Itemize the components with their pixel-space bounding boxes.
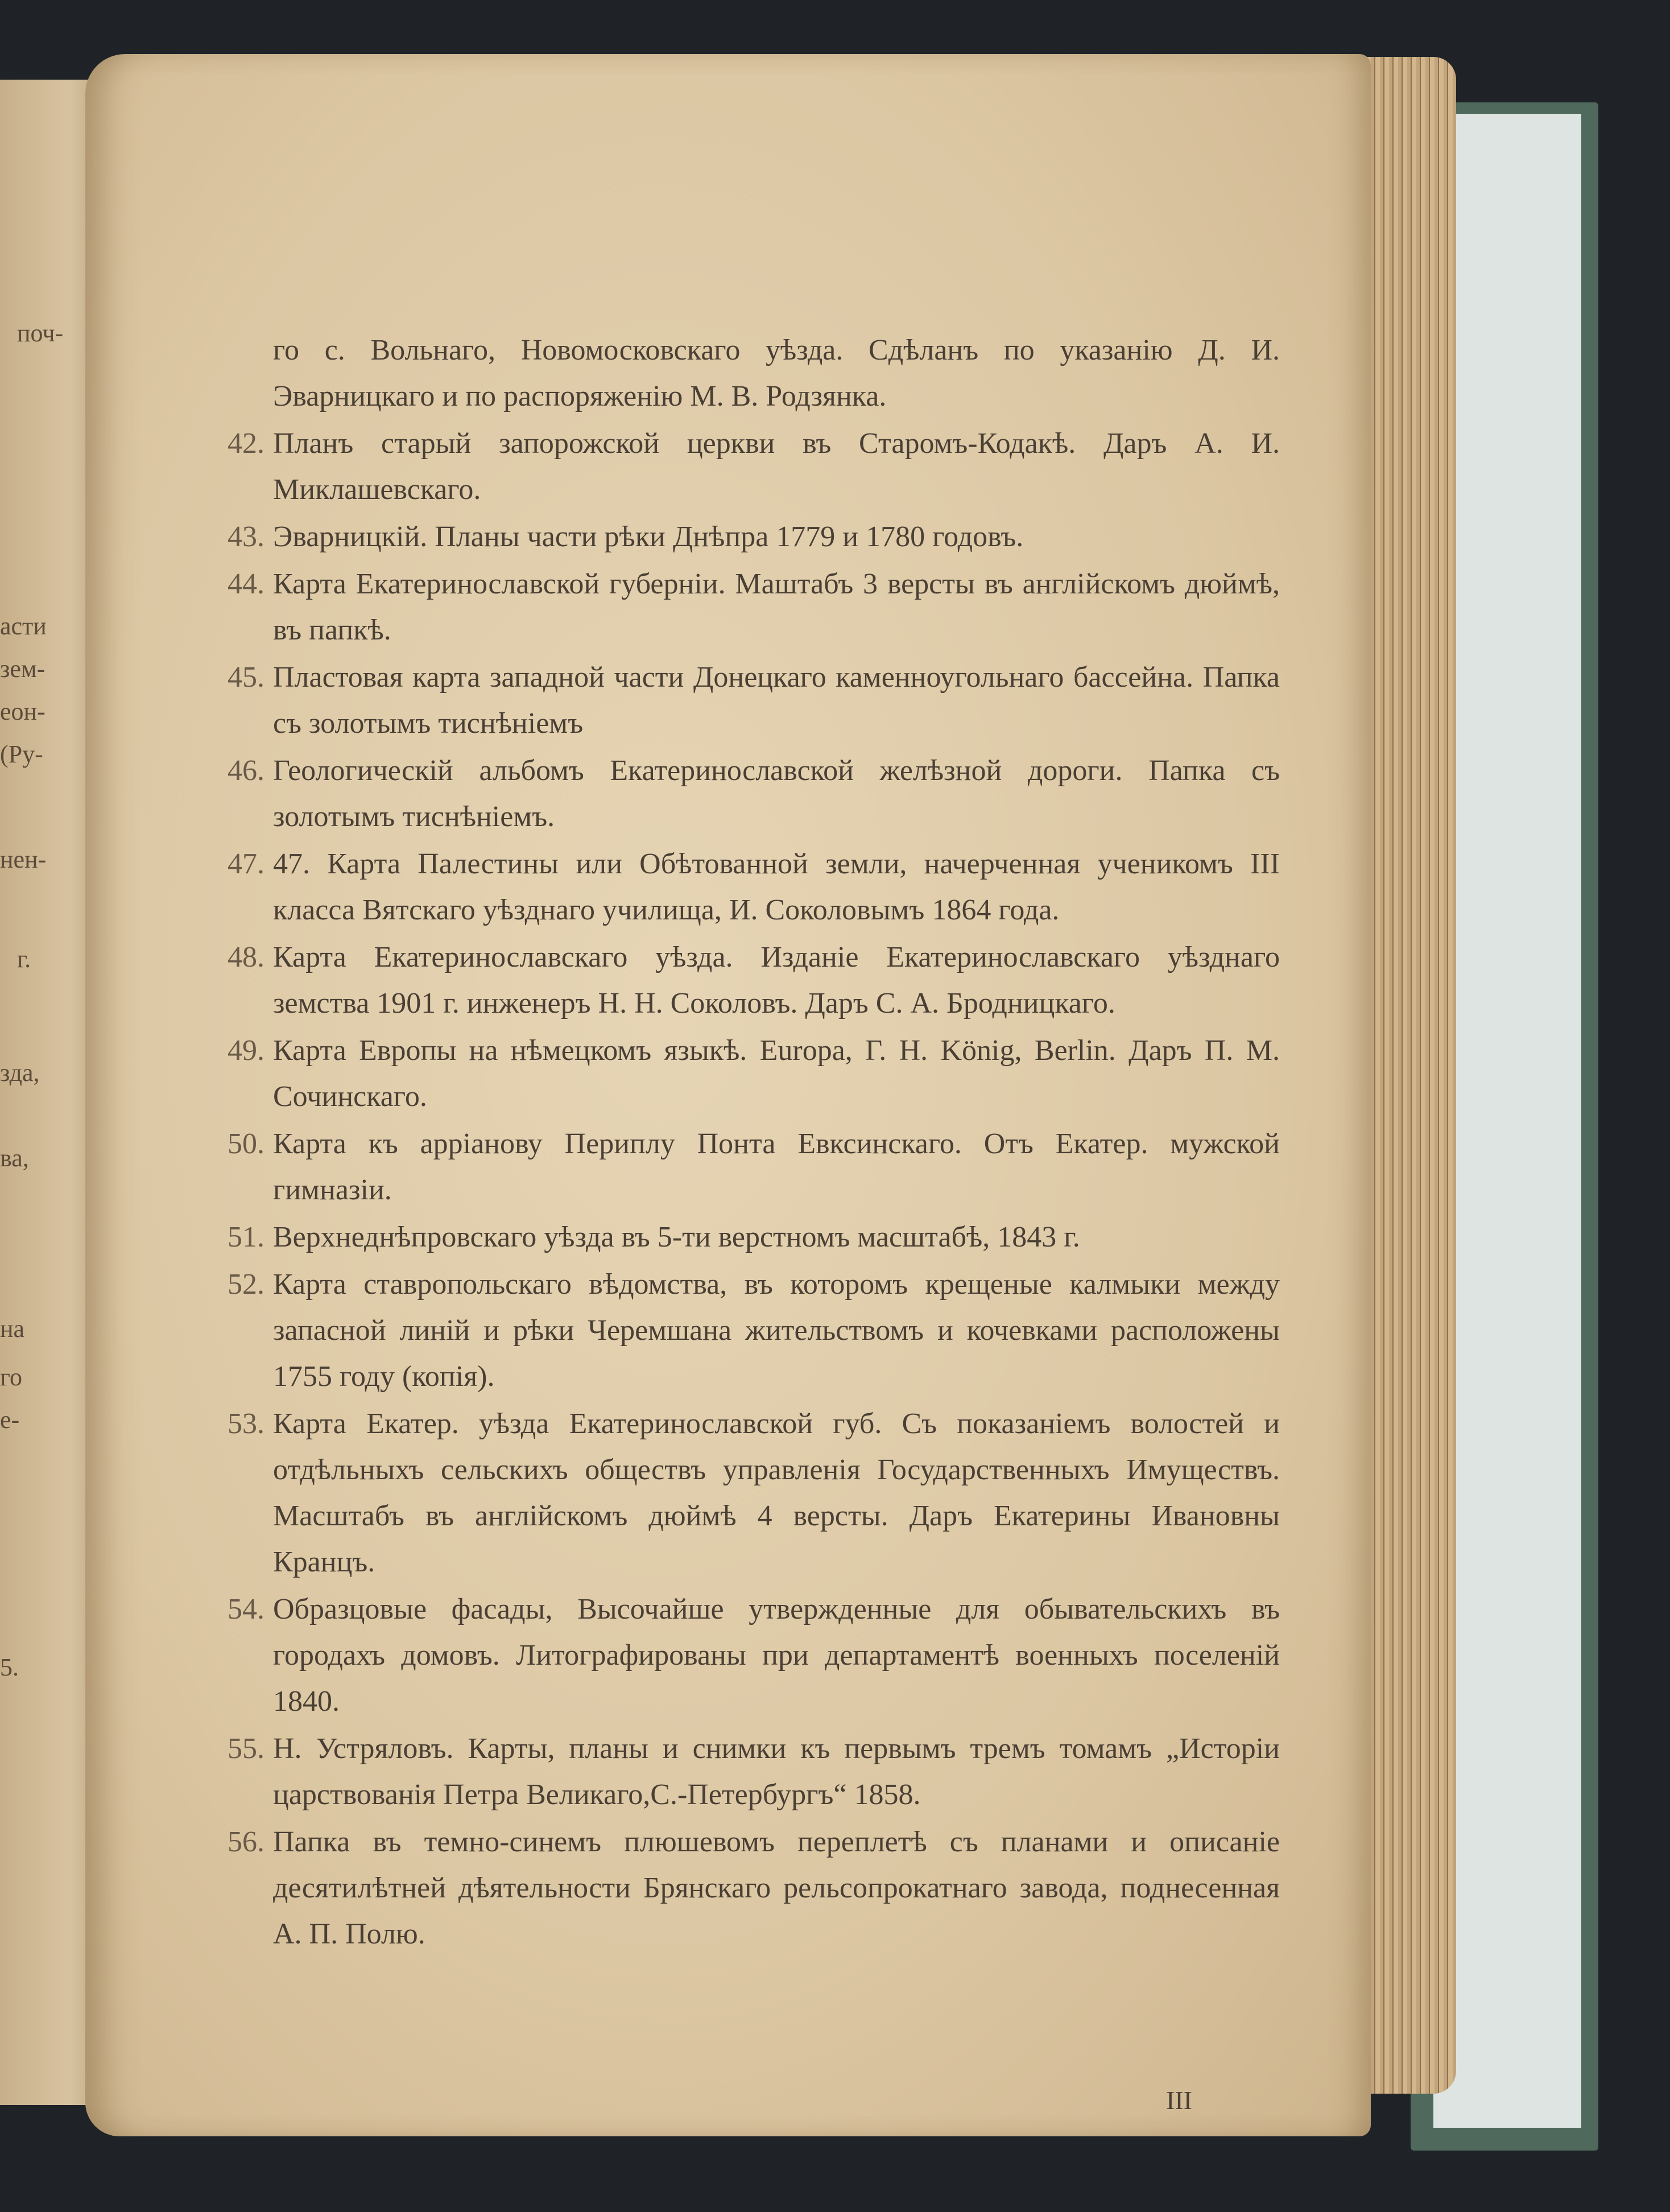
entry-number: 53. xyxy=(228,1408,264,1440)
entry-text: Планъ старый запорожской церкви въ Старомъ-Кодакѣ. Даръ А. И. Миклашевскаго. xyxy=(273,427,1280,506)
left-fragment: зем- xyxy=(0,655,46,683)
entry-text: 47. Карта Палестины или Обѣтованной земли, начерченная ученикомъ III класса Вятскаго уѣзднаго училища, И. Соколовымъ 1864 года. xyxy=(273,848,1280,926)
entry-number: 56. xyxy=(228,1826,264,1858)
left-fragment: 5. xyxy=(0,1653,19,1681)
catalog-entry xyxy=(228,654,1280,746)
entry-text: Карта ставропольскаго вѣдомства, въ которомъ крещеные калмыки между запасной линій и рѣки Черемшана жительствомъ и кочевками расположены 1755 году (копія). xyxy=(273,1268,1280,1393)
catalog-entry xyxy=(228,420,1280,513)
entry-text: Геологическій альбомъ Екатеринославской желѣзной дороги. Папка съ золотымъ тиснѣніемъ. xyxy=(273,754,1280,833)
left-fragment: поч- xyxy=(17,319,64,347)
catalog-entry xyxy=(228,1261,1280,1400)
entry-number: 55. xyxy=(228,1732,264,1765)
page-number: III xyxy=(1166,2086,1192,2115)
entry-number: 50. xyxy=(228,1128,264,1160)
entry-text: Карта Екатер. уѣзда Екатеринославской губ. Съ показаніемъ волостей и отдѣльныхъ сельскихъ обществъ управленія Государственныхъ Имуществъ. Масштабъ въ англійскомъ дюймѣ 4 версты. Даръ Екатерины Ивановны Кранцъ. xyxy=(273,1408,1280,1578)
catalog-entry xyxy=(228,748,1280,840)
main-page xyxy=(85,54,1371,2136)
entry-text: Верхнеднѣпровскаго уѣзда въ 5-ти верстномъ масштабѣ, 1843 г. xyxy=(273,1221,1080,1253)
entry-text: го с. Вольнаго, Новомосковскаго уѣзда. Сдѣланъ по указанію Д. И. Эварницкаго и по распоряженію М. В. Родзянка. xyxy=(273,334,1280,412)
left-fragment: зда, xyxy=(0,1059,40,1087)
catalog-entry xyxy=(228,1214,1280,1260)
entry-number: 48. xyxy=(228,941,264,973)
left-fragment: е- xyxy=(0,1406,20,1434)
entry-number: 42. xyxy=(228,427,264,460)
entry-text: Образцовые фасады, Высочайше утвержденные для обывательскихъ въ городахъ домовъ. Литографированы при департаментѣ военныхъ поселеній 1840. xyxy=(273,1593,1280,1718)
catalog-entries xyxy=(228,327,1280,1958)
catalog-entry xyxy=(228,1726,1280,1818)
entry-text: Эварницкій. Планы части рѣки Днѣпра 1779 и 1780 годовъ. xyxy=(273,521,1024,553)
entry-number: 47. xyxy=(228,848,264,880)
entry-text: Папка въ темно-синемъ плюшевомъ переплетѣ съ планами и описаніе десятилѣтней дѣятельности Брянскаго рельсопрокатнаго завода, поднесенная А. П. Полю. xyxy=(273,1826,1280,1950)
entry-text: Н. Устряловъ. Карты, планы и снимки къ первымъ тремъ томамъ „Исторіи царствованія Петра Великаго,С.-Петербургъ“ 1858. xyxy=(273,1732,1280,1811)
catalog-entry xyxy=(228,841,1280,933)
left-fragment: еон- xyxy=(0,698,46,725)
entry-number: 43. xyxy=(228,521,264,553)
entry-text: Карта Европы на нѣмецкомъ языкѣ. Europa, Г. Н. König, Berlin. Даръ П. М. Сочинскаго. xyxy=(273,1034,1280,1113)
entry-number: 51. xyxy=(228,1221,264,1253)
left-fragment: (Ру- xyxy=(0,740,43,768)
catalog-entry xyxy=(228,1586,1280,1724)
catalog-entry xyxy=(228,1121,1280,1213)
entry-number: 45. xyxy=(228,661,264,694)
left-fragment: нен- xyxy=(0,845,47,873)
left-fragment: го xyxy=(0,1363,22,1391)
left-fragment: ва, xyxy=(0,1144,29,1172)
entry-text: Карта къ арріанову Периплу Понта Евксинскаго. Отъ Екатер. мужской гимназіи. xyxy=(273,1128,1280,1206)
entry-text: Пластовая карта западной части Донецкаго каменноугольнаго бассейна. Папка съ золотымъ тиснѣніемъ xyxy=(273,661,1280,740)
entry-number: 49. xyxy=(228,1034,264,1067)
entry-text: Карта Екатеринославскаго уѣзда. Изданіе Екатеринославскаго уѣзднаго земства 1901 г. инженеръ Н. Н. Соколовъ. Даръ С. А. Бродницкаго. xyxy=(273,941,1280,1020)
entry-number: 54. xyxy=(228,1593,264,1625)
catalog-entry xyxy=(228,561,1280,653)
catalog-entry xyxy=(228,1027,1280,1120)
entry-text: Карта Екатеринославской губерніи. Маштабъ 3 версты въ англійскомъ дюймѣ, въ папкѣ. xyxy=(273,568,1280,646)
entry-number: 44. xyxy=(228,568,264,600)
catalog-entry xyxy=(228,934,1280,1026)
catalog-entry xyxy=(228,514,1280,560)
left-fragment: на xyxy=(0,1315,25,1343)
left-fragment: асти xyxy=(0,612,47,640)
catalog-entry xyxy=(228,1401,1280,1585)
catalog-entry xyxy=(273,327,1280,419)
catalog-entry xyxy=(228,1819,1280,1957)
entry-number: 46. xyxy=(228,754,264,787)
entry-number: 52. xyxy=(228,1268,264,1301)
left-fragment: г. xyxy=(17,945,31,973)
